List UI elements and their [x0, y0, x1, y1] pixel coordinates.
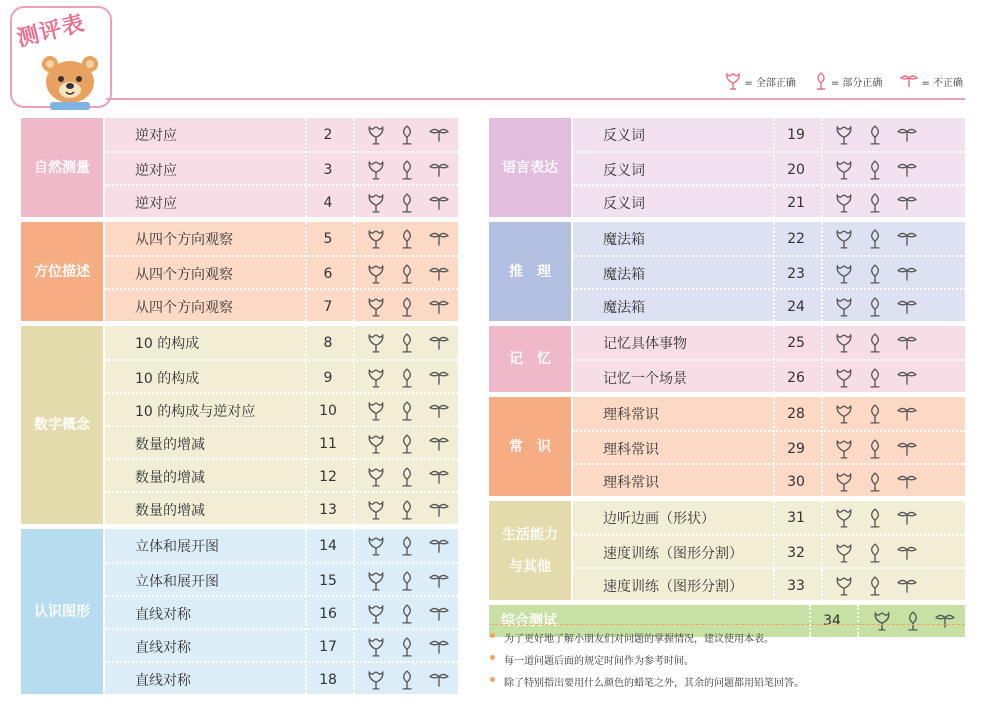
legend-item-incorrect — [900, 74, 963, 89]
page-number: 8 — [323, 334, 333, 351]
rating-icons — [835, 193, 917, 213]
full-correct-tulip-icon[interactable] — [835, 439, 853, 459]
page-number: 31 — [787, 509, 805, 526]
page-number: 2 — [323, 126, 333, 143]
page-title: 测评表 — [14, 10, 88, 52]
rating-icons — [367, 670, 449, 690]
page-number: 33 — [787, 577, 805, 594]
full-correct-tulip-icon — [725, 72, 741, 90]
partial-correct-bud-icon[interactable] — [399, 401, 415, 421]
partial-correct-bud-icon[interactable] — [867, 404, 883, 424]
problem-name: 立体和展开图 — [135, 538, 219, 555]
page-number: 21 — [787, 194, 805, 211]
rating-icons — [835, 508, 917, 528]
full-correct-tulip-icon[interactable] — [873, 611, 891, 631]
table-row — [573, 288, 965, 323]
table-row — [573, 501, 965, 534]
partial-correct-bud-icon[interactable] — [399, 571, 415, 591]
page-number: 18 — [319, 671, 337, 688]
problem-name: 10 的构成与逆对应 — [135, 403, 256, 420]
category-section — [21, 118, 458, 217]
partial-correct-bud-icon[interactable] — [399, 264, 415, 284]
table-row — [105, 151, 458, 186]
category-label: 常 识 — [489, 397, 571, 496]
page-number: 16 — [319, 605, 337, 622]
full-correct-tulip-icon[interactable] — [835, 333, 853, 353]
incorrect-sprout-icon[interactable] — [429, 469, 449, 485]
table-row — [105, 222, 458, 255]
rating-icons — [835, 333, 917, 353]
partial-correct-bud-icon[interactable] — [399, 500, 415, 520]
problem-name: 魔法箱 — [603, 299, 645, 316]
incorrect-sprout-icon[interactable] — [429, 606, 449, 622]
page-number: 7 — [323, 298, 333, 315]
rating-icons — [367, 125, 449, 145]
partial-correct-bud-icon[interactable] — [399, 467, 415, 487]
full-correct-tulip-icon[interactable] — [367, 670, 385, 690]
partial-correct-bud-icon[interactable] — [867, 543, 883, 563]
full-correct-tulip-icon[interactable] — [367, 193, 385, 213]
legend — [725, 72, 963, 90]
partial-correct-bud-icon[interactable] — [399, 604, 415, 624]
partial-correct-bud-icon[interactable] — [867, 229, 883, 249]
problem-name: 速度训练（图形分割） — [603, 545, 743, 562]
table-row — [105, 184, 458, 219]
incorrect-sprout-icon[interactable] — [935, 613, 955, 629]
incorrect-sprout-icon[interactable] — [429, 162, 449, 178]
page-number: 9 — [323, 369, 333, 386]
incorrect-sprout-icon[interactable] — [897, 335, 917, 351]
full-correct-tulip-icon[interactable] — [367, 264, 385, 284]
problem-name: 从四个方向观察 — [135, 266, 233, 283]
full-correct-tulip-icon[interactable] — [367, 467, 385, 487]
incorrect-sprout-icon[interactable] — [429, 335, 449, 351]
table-row — [105, 392, 458, 427]
partial-correct-bud-icon[interactable] — [867, 472, 883, 492]
table-row — [105, 255, 458, 290]
column-divider — [773, 397, 775, 496]
category-rows — [573, 222, 965, 321]
rating-icons — [367, 229, 449, 249]
page-number: 17 — [319, 638, 337, 655]
incorrect-sprout-icon — [900, 74, 918, 88]
category-rows — [573, 501, 965, 600]
problem-name: 理科常识 — [603, 474, 659, 491]
category-rows — [105, 222, 458, 321]
problem-name: 数量的增减 — [135, 436, 205, 453]
incorrect-sprout-icon[interactable] — [429, 639, 449, 655]
category-section — [489, 118, 965, 217]
table-row — [573, 255, 965, 290]
category-label: 数字概念 — [21, 326, 103, 524]
rating-icons — [367, 264, 449, 284]
rating-icons — [367, 604, 449, 624]
notes-list — [490, 630, 804, 696]
partial-correct-bud-icon[interactable] — [867, 297, 883, 317]
category-section — [21, 529, 458, 694]
partial-correct-bud-icon — [814, 72, 828, 90]
rating-icons — [367, 500, 449, 520]
page-number: 26 — [787, 369, 805, 386]
rating-icons — [367, 368, 449, 388]
category-label: 自然测量 — [21, 118, 103, 217]
incorrect-sprout-icon[interactable] — [429, 266, 449, 282]
partial-correct-bud-icon[interactable] — [867, 264, 883, 284]
page-number: 30 — [787, 473, 805, 490]
full-correct-tulip-icon[interactable] — [835, 264, 853, 284]
problem-name: 魔法箱 — [603, 231, 645, 248]
note-item: 每一道问题后面的规定时间作为参考时间。 — [490, 652, 804, 667]
column-divider — [353, 326, 355, 524]
incorrect-sprout-icon[interactable] — [429, 370, 449, 386]
full-correct-tulip-icon[interactable] — [367, 368, 385, 388]
rating-icons — [367, 160, 449, 180]
incorrect-sprout-icon[interactable] — [897, 545, 917, 561]
category-label: 方位描述 — [21, 222, 103, 321]
page-number: 15 — [319, 572, 337, 589]
problem-name: 直线对称 — [135, 639, 191, 656]
problem-name: 边听边画（形状） — [603, 510, 715, 527]
table-row — [105, 458, 458, 493]
incorrect-sprout-icon[interactable] — [429, 403, 449, 419]
full-correct-tulip-icon[interactable] — [835, 508, 853, 528]
category-label: 推 理 — [489, 222, 571, 321]
column-divider — [773, 222, 775, 321]
category-rows — [105, 118, 458, 217]
problem-name: 记忆一个场景 — [603, 370, 687, 387]
page-number: 23 — [787, 265, 805, 282]
full-correct-tulip-icon[interactable] — [835, 193, 853, 213]
column-divider — [821, 397, 823, 496]
rating-icons — [367, 434, 449, 454]
table-row — [105, 359, 458, 394]
legend-item-partial — [814, 72, 883, 90]
partial-correct-bud-icon[interactable] — [399, 368, 415, 388]
page-number: 24 — [787, 298, 805, 315]
incorrect-sprout-icon[interactable] — [897, 578, 917, 594]
partial-correct-bud-icon[interactable] — [867, 333, 883, 353]
problem-name: 直线对称 — [135, 672, 191, 689]
full-correct-tulip-icon[interactable] — [367, 229, 385, 249]
partial-correct-bud-icon[interactable] — [399, 333, 415, 353]
partial-correct-bud-icon[interactable] — [867, 368, 883, 388]
table-row — [105, 326, 458, 359]
category-section — [21, 222, 458, 321]
category-section — [489, 501, 965, 600]
category-rows — [105, 326, 458, 524]
incorrect-sprout-icon[interactable] — [429, 502, 449, 518]
column-divider — [773, 326, 775, 392]
partial-correct-bud-icon[interactable] — [905, 611, 921, 631]
partial-correct-bud-icon[interactable] — [867, 508, 883, 528]
incorrect-sprout-icon[interactable] — [897, 406, 917, 422]
partial-correct-bud-icon[interactable] — [399, 670, 415, 690]
page-number: 3 — [323, 161, 333, 178]
incorrect-sprout-icon[interactable] — [897, 441, 917, 457]
column-divider — [857, 605, 859, 637]
incorrect-sprout-icon[interactable] — [897, 266, 917, 282]
partial-correct-bud-icon[interactable] — [399, 637, 415, 657]
partial-correct-bud-icon[interactable] — [867, 160, 883, 180]
full-correct-tulip-icon[interactable] — [835, 404, 853, 424]
incorrect-sprout-icon[interactable] — [429, 573, 449, 589]
partial-correct-bud-icon[interactable] — [399, 125, 415, 145]
rating-icons — [835, 297, 917, 317]
column-divider — [821, 118, 823, 217]
problem-name: 记忆具体事物 — [603, 335, 687, 352]
page-number: 4 — [323, 194, 333, 211]
problem-name: 逆对应 — [135, 162, 177, 179]
page-number: 11 — [319, 435, 337, 452]
rating-icons — [367, 297, 449, 317]
rating-icons — [873, 611, 955, 631]
full-correct-tulip-icon[interactable] — [835, 543, 853, 563]
table-row — [573, 397, 965, 430]
incorrect-sprout-icon[interactable] — [429, 299, 449, 315]
rating-icons — [367, 333, 449, 353]
rating-icons — [835, 368, 917, 388]
header-badge — [10, 6, 112, 108]
category-rows — [573, 397, 965, 496]
table-row — [573, 463, 965, 498]
full-correct-tulip-icon[interactable] — [835, 160, 853, 180]
table-row — [105, 562, 458, 597]
rating-icons — [835, 439, 917, 459]
table-row — [105, 288, 458, 323]
full-correct-tulip-icon[interactable] — [367, 536, 385, 556]
page-number: 5 — [323, 230, 333, 247]
problem-name: 魔法箱 — [603, 266, 645, 283]
partial-correct-bud-icon[interactable] — [399, 193, 415, 213]
rating-icons — [835, 229, 917, 249]
page-number: 32 — [787, 544, 805, 561]
rating-icons — [835, 160, 917, 180]
column-divider — [353, 118, 355, 217]
column-divider — [773, 501, 775, 600]
column-divider — [821, 501, 823, 600]
category-label: 语言表达 — [489, 118, 571, 217]
page-number: 20 — [787, 161, 805, 178]
category-label: 生活能力 与其他 — [489, 501, 571, 600]
rating-icons — [367, 401, 449, 421]
rating-icons — [367, 467, 449, 487]
bear-mascot-icon — [40, 52, 100, 110]
rating-icons — [835, 576, 917, 596]
full-correct-tulip-icon[interactable] — [367, 434, 385, 454]
full-correct-tulip-icon[interactable] — [367, 297, 385, 317]
problem-name: 速度训练（图形分割） — [603, 578, 743, 595]
column-divider — [305, 222, 307, 321]
full-correct-tulip-icon[interactable] — [367, 333, 385, 353]
full-correct-tulip-icon[interactable] — [835, 229, 853, 249]
rating-icons — [367, 637, 449, 657]
partial-correct-bud-icon[interactable] — [867, 439, 883, 459]
category-label: 记 忆 — [489, 326, 571, 392]
problem-name: 10 的构成 — [135, 335, 200, 352]
rating-icons — [835, 264, 917, 284]
full-correct-tulip-icon[interactable] — [367, 637, 385, 657]
page-number: 12 — [319, 468, 337, 485]
problem-name: 10 的构成 — [135, 370, 200, 387]
problem-name: 数量的增减 — [135, 502, 205, 519]
table-row — [105, 595, 458, 630]
notes-divider — [490, 624, 965, 625]
category-section — [489, 222, 965, 321]
page-number: 29 — [787, 440, 805, 457]
problem-name: 理科常识 — [603, 441, 659, 458]
note-item: 为了更好地了解小朋友们对问题的掌握情况，建议使用本表。 — [490, 630, 804, 645]
full-correct-tulip-icon[interactable] — [367, 500, 385, 520]
incorrect-sprout-icon[interactable] — [429, 127, 449, 143]
category-rows — [573, 118, 965, 217]
table-row — [573, 151, 965, 186]
partial-correct-bud-icon[interactable] — [867, 576, 883, 596]
problem-name: 反义词 — [603, 162, 645, 179]
header-divider — [106, 98, 965, 100]
incorrect-sprout-icon[interactable] — [429, 436, 449, 452]
column-divider — [821, 222, 823, 321]
partial-correct-bud-icon[interactable] — [399, 434, 415, 454]
rating-icons — [835, 125, 917, 145]
partial-correct-bud-icon[interactable] — [867, 125, 883, 145]
full-correct-tulip-icon[interactable] — [367, 571, 385, 591]
incorrect-sprout-icon[interactable] — [897, 231, 917, 247]
incorrect-sprout-icon[interactable] — [897, 299, 917, 315]
legend-label-full: = 全部正确 — [744, 77, 796, 89]
column-divider — [305, 326, 307, 524]
page-number: 34 — [823, 613, 841, 629]
legend-label-incorrect: = 不正确 — [921, 77, 963, 89]
partial-correct-bud-icon[interactable] — [399, 229, 415, 249]
problem-name: 从四个方向观察 — [135, 299, 233, 316]
table-row — [105, 118, 458, 151]
category-label: 认识图形 — [21, 529, 103, 694]
problem-name: 逆对应 — [135, 195, 177, 212]
table-row — [105, 628, 458, 663]
page-number: 14 — [319, 537, 337, 554]
rating-icons — [835, 472, 917, 492]
column-divider — [305, 529, 307, 694]
problem-name: 逆对应 — [135, 127, 177, 144]
category-rows — [573, 326, 965, 392]
category-section — [489, 397, 965, 496]
category-rows — [105, 529, 458, 694]
full-correct-tulip-icon[interactable] — [835, 368, 853, 388]
table-row — [573, 184, 965, 219]
full-correct-tulip-icon[interactable] — [367, 125, 385, 145]
partial-correct-bud-icon[interactable] — [399, 160, 415, 180]
problem-name: 反义词 — [603, 195, 645, 212]
problem-name: 数量的增减 — [135, 469, 205, 486]
incorrect-sprout-icon[interactable] — [429, 672, 449, 688]
partial-correct-bud-icon[interactable] — [399, 536, 415, 556]
column-divider — [353, 222, 355, 321]
note-item: 除了特别指出要用什么颜色的蜡笔之外，其余的问题都用铅笔回答。 — [490, 674, 804, 689]
problem-name: 直线对称 — [135, 606, 191, 623]
problem-name: 从四个方向观察 — [135, 231, 233, 248]
incorrect-sprout-icon[interactable] — [429, 538, 449, 554]
page-number: 25 — [787, 334, 805, 351]
page-number: 13 — [319, 501, 337, 518]
legend-item-full — [725, 72, 796, 90]
table-row — [573, 534, 965, 569]
column-divider — [821, 326, 823, 392]
table-row — [105, 491, 458, 526]
full-correct-tulip-icon[interactable] — [835, 472, 853, 492]
rating-icons — [367, 571, 449, 591]
column-divider — [773, 118, 775, 217]
table-row — [573, 118, 965, 151]
page-number: 28 — [787, 405, 805, 422]
table-row — [105, 529, 458, 562]
problem-name: 反义词 — [603, 127, 645, 144]
problem-name: 立体和展开图 — [135, 573, 219, 590]
summary-label: 综合测试 — [501, 613, 557, 629]
page-number: 22 — [787, 230, 805, 247]
table-row — [573, 359, 965, 394]
page-number: 6 — [323, 265, 333, 282]
rating-icons — [835, 404, 917, 424]
legend-label-partial: = 部分正确 — [830, 77, 883, 89]
page-number: 10 — [319, 402, 337, 419]
partial-correct-bud-icon[interactable] — [867, 193, 883, 213]
incorrect-sprout-icon[interactable] — [897, 510, 917, 526]
table-row — [105, 425, 458, 460]
incorrect-sprout-icon[interactable] — [897, 195, 917, 211]
full-correct-tulip-icon[interactable] — [835, 125, 853, 145]
page-number: 19 — [787, 126, 805, 143]
incorrect-sprout-icon[interactable] — [429, 195, 449, 211]
table-row — [573, 222, 965, 255]
full-correct-tulip-icon[interactable] — [367, 401, 385, 421]
table-row — [105, 661, 458, 696]
rating-icons — [835, 543, 917, 563]
full-correct-tulip-icon[interactable] — [367, 160, 385, 180]
table-row — [573, 567, 965, 602]
incorrect-sprout-icon[interactable] — [897, 127, 917, 143]
full-correct-tulip-icon[interactable] — [835, 576, 853, 596]
partial-correct-bud-icon[interactable] — [399, 297, 415, 317]
full-correct-tulip-icon[interactable] — [835, 297, 853, 317]
column-divider — [353, 529, 355, 694]
rating-icons — [367, 536, 449, 556]
category-section — [21, 326, 458, 524]
incorrect-sprout-icon[interactable] — [897, 370, 917, 386]
incorrect-sprout-icon[interactable] — [897, 162, 917, 178]
incorrect-sprout-icon[interactable] — [429, 231, 449, 247]
table-row — [573, 430, 965, 465]
rating-icons — [367, 193, 449, 213]
column-divider — [305, 118, 307, 217]
table-row — [573, 326, 965, 359]
incorrect-sprout-icon[interactable] — [897, 474, 917, 490]
problem-name: 理科常识 — [603, 406, 659, 423]
category-section — [489, 326, 965, 392]
full-correct-tulip-icon[interactable] — [367, 604, 385, 624]
